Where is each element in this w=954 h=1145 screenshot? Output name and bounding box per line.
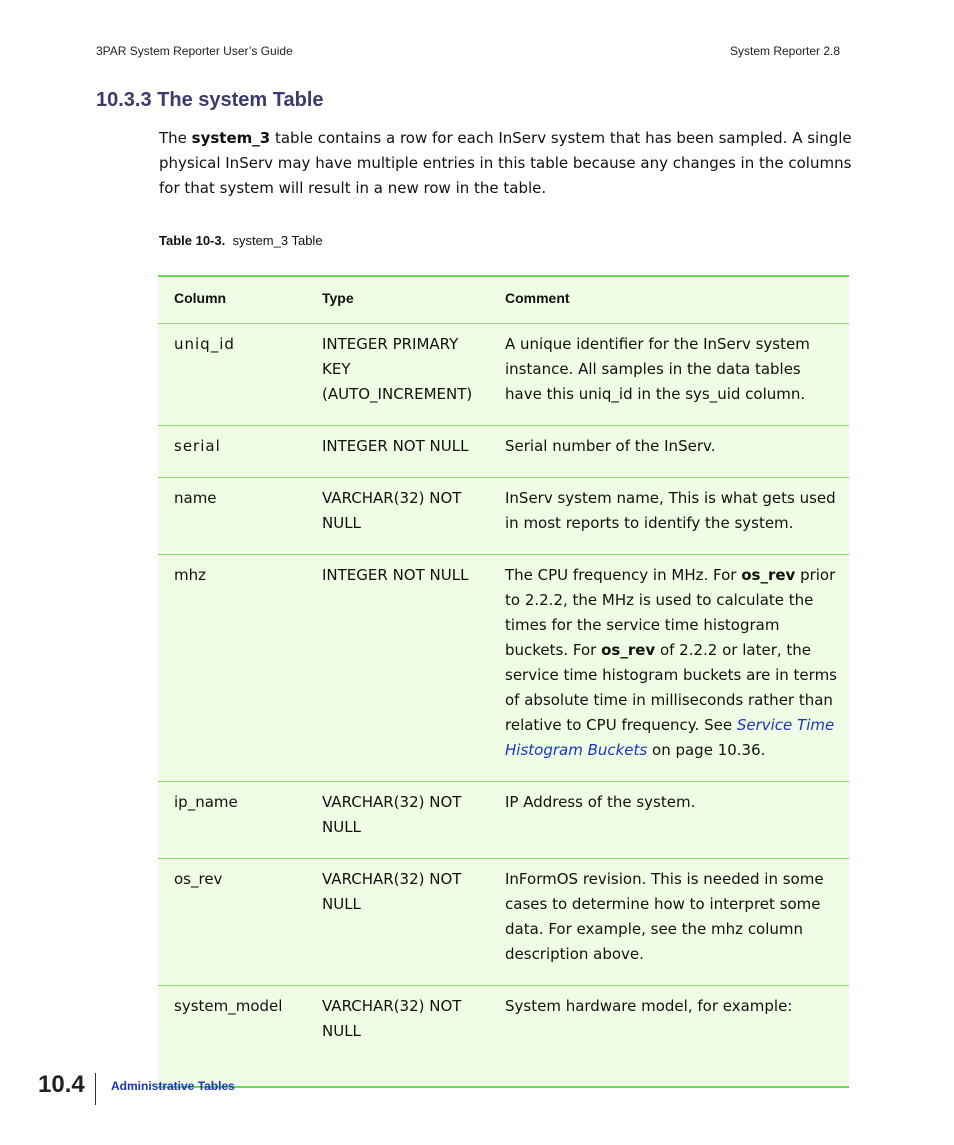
cell-comment	[489, 555, 849, 782]
service-time-histogram-link[interactable]: Service Time Histogram Buckets	[505, 716, 835, 759]
cell-column: system_model	[158, 986, 306, 1088]
header-column: Column	[158, 276, 306, 324]
running-header-left: 3PAR System Reporter User’s Guide	[96, 44, 293, 58]
cell-column: os_rev	[158, 859, 306, 986]
table-header-row	[158, 276, 849, 324]
intro-text-after: table contains a row for each InServ system that has been sampled. A single physical InServ may have multiple entries in this table because any changes in the columns for that system will result in a new row in the table.	[159, 129, 852, 197]
os-rev-term: os_rev	[741, 566, 796, 584]
cell-type: VARCHAR(32) NOT NULL	[306, 859, 489, 986]
table-caption	[159, 233, 323, 248]
comment-text: of 2.2.2 or later, the service time histogram buckets are in terms of absolute time in milliseconds rather than relative to CPU frequency. See	[505, 641, 837, 734]
table-row	[158, 782, 849, 859]
intro-paragraph	[159, 126, 859, 201]
header-comment: Comment	[489, 276, 849, 324]
footer-divider	[95, 1073, 96, 1105]
running-header-right: System Reporter 2.8	[730, 44, 841, 58]
cell-column: uniq_id	[158, 324, 306, 426]
table-caption-text: system_3 Table	[232, 233, 323, 248]
cell-column: name	[158, 478, 306, 555]
table-row	[158, 986, 849, 1088]
cell-type: INTEGER NOT NULL	[306, 426, 489, 478]
table-row	[158, 426, 849, 478]
page-number: 10.4	[38, 1071, 85, 1098]
table-row	[158, 859, 849, 986]
cell-type: INTEGER PRIMARY KEY (AUTO_INCREMENT)	[306, 324, 489, 426]
intro-text-before: The	[159, 129, 192, 147]
comment-text: The CPU frequency in MHz. For	[505, 566, 742, 584]
os-rev-term: os_rev	[601, 641, 656, 659]
system-table	[158, 275, 849, 1088]
table-row	[158, 478, 849, 555]
header-type: Type	[306, 276, 489, 324]
cell-comment: System hardware model, for example:	[489, 986, 849, 1088]
cell-comment: Serial number of the InServ.	[489, 426, 849, 478]
section-title: 10.3.3 The system Table	[96, 89, 324, 111]
footer-section-name: Administrative Tables	[111, 1079, 235, 1093]
cell-type: VARCHAR(32) NOT NULL	[306, 478, 489, 555]
table-caption-label: Table 10-3.	[159, 233, 226, 248]
cell-type: VARCHAR(32) NOT NULL	[306, 986, 489, 1088]
cell-column: ip_name	[158, 782, 306, 859]
table-row	[158, 324, 849, 426]
cell-type: INTEGER NOT NULL	[306, 555, 489, 782]
comment-text: prior to 2.2.2, the MHz is used to calculate the times for the service time histogram buckets. For	[505, 566, 836, 659]
cell-comment: InServ system name, This is what gets used in most reports to identify the system.	[489, 478, 849, 555]
cell-comment: IP Address of the system.	[489, 782, 849, 859]
cell-comment: A unique identifier for the InServ system instance. All samples in the data tables have this uniq_id in the sys_uid column.	[489, 324, 849, 426]
intro-table-name: system_3	[191, 129, 271, 147]
table-row	[158, 555, 849, 782]
cell-column: serial	[158, 426, 306, 478]
cell-comment: InFormOS revision. This is needed in some cases to determine how to interpret some data. For example, see the mhz column description above.	[489, 859, 849, 986]
cell-type: VARCHAR(32) NOT NULL	[306, 782, 489, 859]
cell-column: mhz	[158, 555, 306, 782]
comment-text: on page 10.36.	[647, 741, 766, 759]
